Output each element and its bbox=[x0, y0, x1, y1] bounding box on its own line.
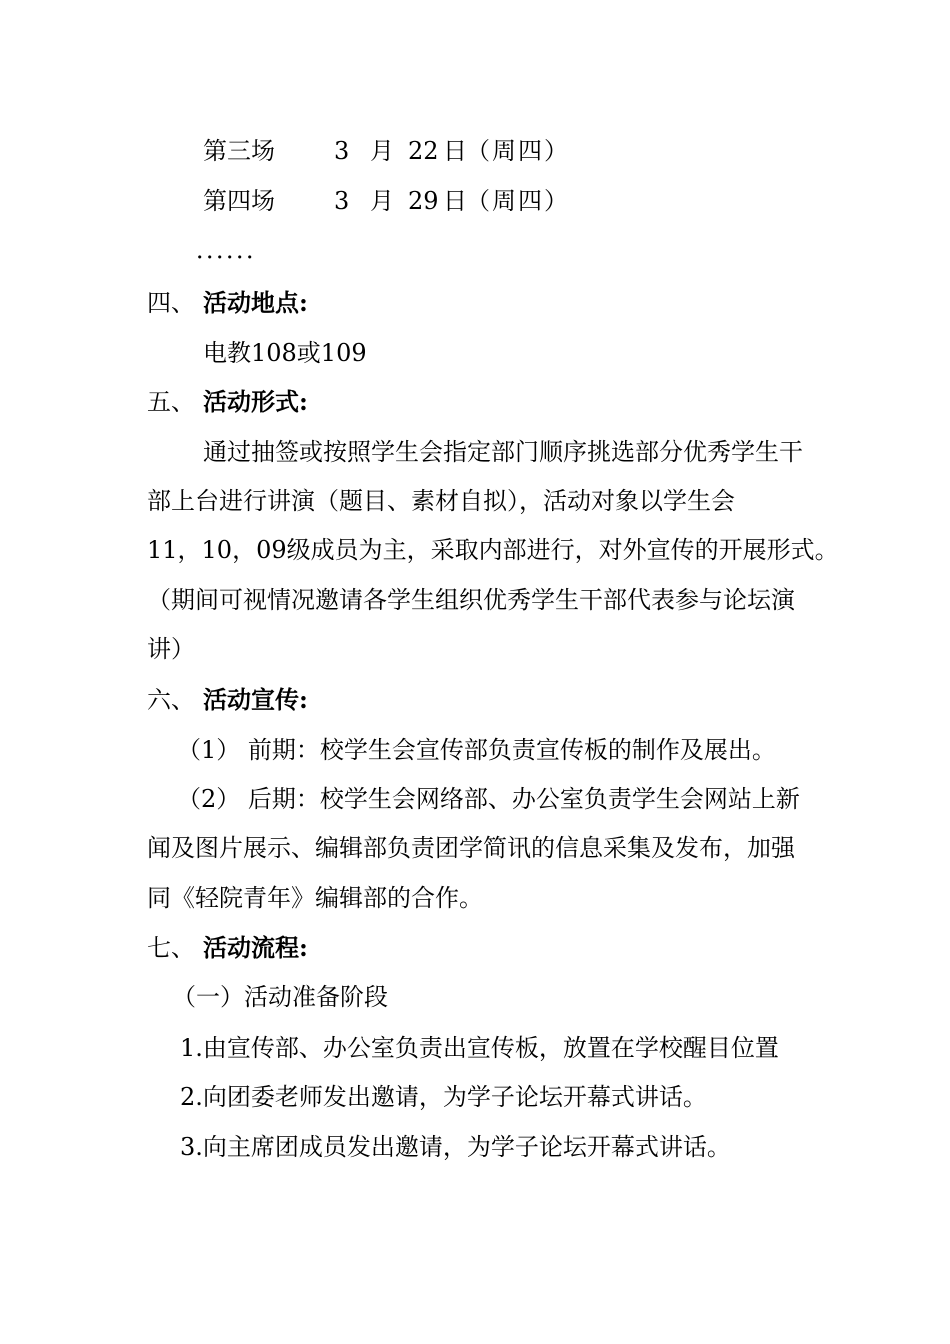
schedule-row bbox=[0, 137, 800, 165]
section-title: 活动宣传: bbox=[203, 685, 308, 714]
schedule-day: 22 bbox=[408, 137, 439, 165]
subsection-title: （一）活动准备阶段 bbox=[172, 983, 388, 1011]
paragraph-line: 部上台进行讲演（题目、素材自拟），活动对象以学生会 bbox=[147, 487, 735, 515]
paragraph-line: （期间可视情况邀请各学生组织优秀学生干部代表参与论坛演 bbox=[147, 586, 795, 614]
section-title: 活动流程: bbox=[203, 933, 308, 962]
section-number: 五、 bbox=[147, 388, 195, 416]
paragraph-line: 11，10，09级成员为主，采取内部进行，对外宣传的开展形式。 bbox=[147, 536, 839, 564]
schedule-session: 第四场 bbox=[203, 187, 275, 215]
paragraph-line: （2） 后期：校学生会网络部、办公室负责学生会网站上新 bbox=[177, 785, 800, 813]
schedule-month-unit: 月 bbox=[370, 187, 394, 215]
paragraph-line: 闻及图片展示、编辑部负责团学简讯的信息采集及发布，加强 bbox=[147, 834, 795, 862]
section-title: 活动形式: bbox=[203, 387, 308, 416]
schedule-day: 29 bbox=[408, 187, 439, 215]
ellipsis: ．．．．．． bbox=[196, 236, 268, 264]
schedule-weekday: （周四） bbox=[466, 187, 570, 215]
section-number: 七、 bbox=[147, 934, 195, 962]
paragraph-line: 讲） bbox=[147, 635, 195, 663]
schedule-month: 3 bbox=[334, 187, 350, 215]
section-number: 四、 bbox=[147, 289, 195, 317]
section-heading bbox=[147, 387, 308, 416]
section-heading bbox=[147, 933, 308, 962]
section-heading bbox=[147, 685, 308, 714]
paragraph-line: 通过抽签或按照学生会指定部门顺序挑选部分优秀学生干 bbox=[203, 438, 803, 466]
list-item: 1.由宣传部、办公室负责出宣传板，放置在学校醒目位置 bbox=[180, 1034, 779, 1062]
section-body: 电教108或109 bbox=[203, 339, 367, 367]
schedule-month-unit: 月 bbox=[370, 137, 394, 165]
schedule-day-unit: 日 bbox=[443, 137, 467, 165]
schedule-row bbox=[0, 187, 800, 215]
schedule-weekday: （周四） bbox=[466, 137, 570, 165]
schedule-session: 第三场 bbox=[203, 137, 275, 165]
section-heading bbox=[147, 288, 308, 317]
section-number: 六、 bbox=[147, 686, 195, 714]
paragraph-line: 同《轻院青年》编辑部的合作。 bbox=[147, 884, 483, 912]
list-item: 3.向主席团成员发出邀请，为学子论坛开幕式讲话。 bbox=[180, 1133, 731, 1161]
list-item: 2.向团委老师发出邀请，为学子论坛开幕式讲话。 bbox=[180, 1083, 707, 1111]
section-title: 活动地点: bbox=[203, 288, 308, 317]
paragraph-line: （1） 前期：校学生会宣传部负责宣传板的制作及展出。 bbox=[177, 736, 776, 764]
schedule-month: 3 bbox=[334, 137, 350, 165]
schedule-day-unit: 日 bbox=[443, 187, 467, 215]
